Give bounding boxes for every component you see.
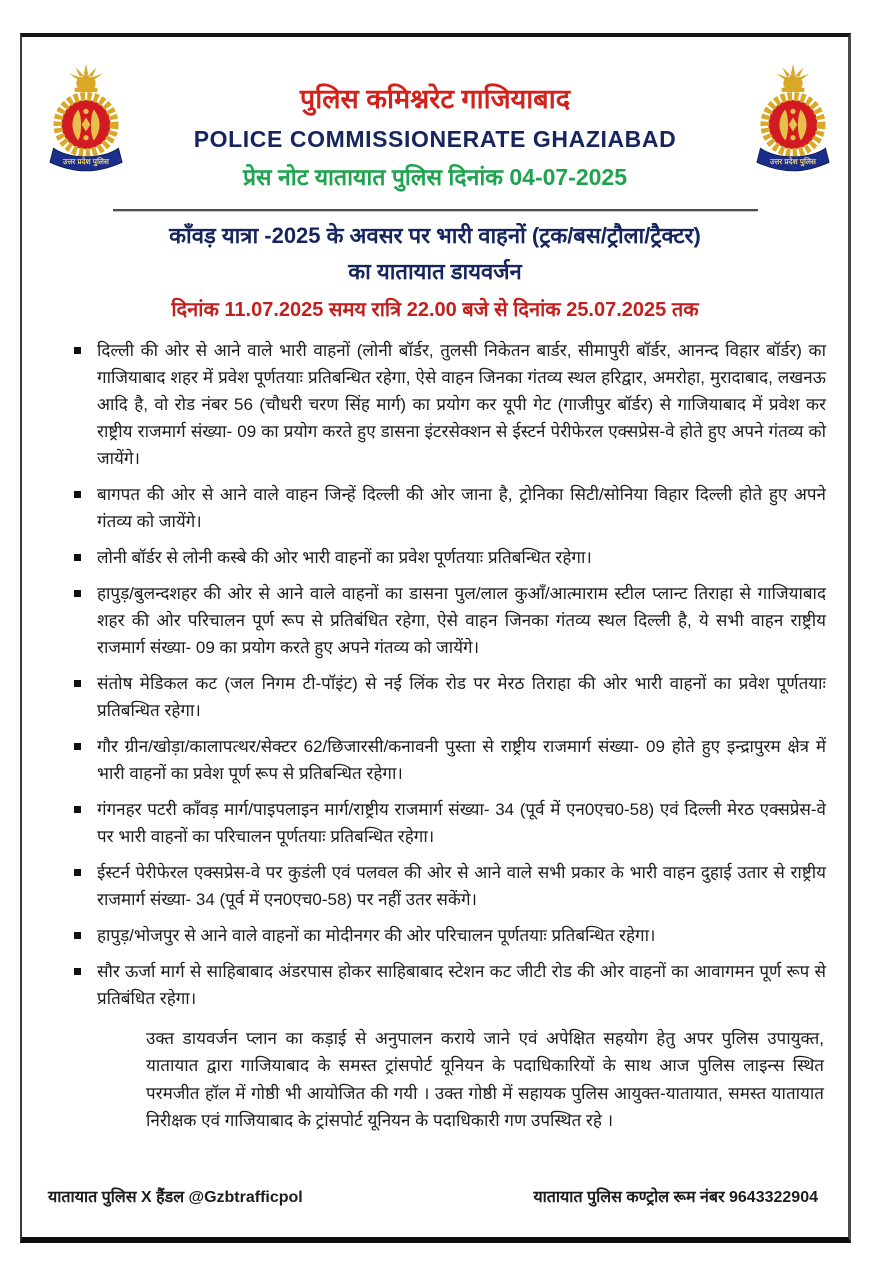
diversion-point-text: संतोष मेडिकल कट (जल निगम टी-पॉइंट) से नई लिंक रोड पर मेरठ तिराहा की ओर भारी वाहनों का प्रवेश पूर्णतयाः प्रतिबन्धित रहेगा।: [97, 673, 826, 720]
notice-title-block: [22, 219, 848, 322]
diversion-point: [74, 859, 826, 913]
commissionerate-title-english: POLICE COMMISSIONERATE GHAZIABAD: [193, 126, 677, 153]
up-police-emblem-left-icon: [38, 63, 134, 179]
square-bullet-icon: [74, 347, 81, 354]
diversion-point: [74, 733, 826, 787]
square-bullet-icon: [74, 743, 81, 750]
square-bullet-icon: [74, 806, 81, 813]
square-bullet-icon: [74, 968, 81, 975]
twin-fish-icon: [72, 109, 99, 141]
emblem-banner-text: उत्तर प्रदेश पुलिस: [770, 157, 816, 167]
diversion-point-text: सौर ऊर्जा मार्ग से साहिबाबाद अंडरपास होकर साहिबाबाद स्टेशन कट जीटी रोड की ओर वाहनों का आवागमन पूर्ण रूप से प्रतिबंधित रहेगा।: [97, 961, 826, 1008]
diversion-point: [74, 796, 826, 850]
emblem-banner-text: उत्तर प्रदेश पुलिस: [63, 157, 109, 167]
header-divider: [113, 209, 758, 212]
square-bullet-icon: [74, 932, 81, 939]
square-bullet-icon: [74, 680, 81, 687]
closing-paragraph: उक्त डायवर्जन प्लान का कड़ाई से अनुपालन कराये जाने एवं अपेक्षित सहयोग हेतु अपर पुलिस उपायुक्त, यातायात द्वारा गाजियाबाद के समस्त ट्रांसपोर्ट यूनियन के पदाधिकारियों के साथ आज पुलिस लाइन्स स्थित परमजीत हॉल में गोष्ठी भी आयोजित की गयी । उक्त गोष्ठी में सहायक पुलिस आयुक्त-यातायात, समस्त यातायात निरीक्षक एवं गाजियाबाद के ट्रांसपोर्ट यूनियन के पदाधिकारी गण उपस्थित रहे ।: [146, 1028, 824, 1131]
effective-period-line: दिनांक 11.07.2025 समय रात्रि 22.00 बजे से दिनांक 25.07.2025 तक: [171, 298, 699, 321]
square-bullet-icon: [74, 491, 81, 498]
diversion-point-text: गौर ग्रीन/खोड़ा/कालापत्थर/सेक्टर 62/छिजारसी/कनावनी पुस्ता से राष्ट्रीय राजमार्ग संख्या- 09 होते हुए इन्द्रापुरम क्षेत्र में भारी वाहनों का प्रवेश पूर्ण रूप से प्रतिबन्धित रहेगा।: [97, 736, 826, 783]
notice-title-line1: काँवड़ यात्रा -2025 के अवसर पर भारी वाहनों (ट्रक/बस/ट्रौला/ट्रैक्टर): [169, 222, 701, 248]
diversion-point: [74, 481, 826, 535]
document-border-frame: [20, 33, 851, 1243]
diversion-point-text: गंगनहर पटरी काँवड़ मार्ग/पाइपलाइन मार्ग/राष्ट्रीय राजमार्ग संख्या- 34 (पूर्व में एन0एच0-58) एवं दिल्ली मेरठ एक्सप्रेस-वे पर भारी वाहनों का परिचालन पूर्णतयाः प्रतिबन्धित रहेगा।: [97, 799, 826, 846]
notice-title-line2: का यातायात डायवर्जन: [348, 258, 522, 284]
ashoka-capital-icon: [776, 64, 809, 92]
square-bullet-icon: [74, 590, 81, 597]
diversion-point-text: हापुड़/बुलन्दशहर की ओर से आने वाले वाहनों का डासना पुल/लाल कुआँ/आत्माराम स्टील प्लान्ट तिराहा से गाजियाबाद शहर की ओर परिचालन पूर्ण रूप से प्रतिबंधित रहेगा, ऐसे वाहन जिनका गंतव्य स्थल दिल्ली है, ये सभी वाहन राष्ट्रीय राजमार्ग संख्या- 09 का प्रयोग करते हुए अपने गंतव्य को जायेंगे।: [97, 583, 826, 657]
square-bullet-icon: [74, 554, 81, 561]
diversion-point: [74, 337, 826, 472]
twin-fish-icon: [779, 109, 806, 141]
document-footer: [48, 1185, 818, 1207]
diversion-point: [74, 670, 826, 724]
square-bullet-icon: [74, 869, 81, 876]
diversion-point: [74, 922, 826, 949]
diversion-point-text: लोनी बॉर्डर से लोनी कस्बे की ओर भारी वाहनों का प्रवेश पूर्णतयाः प्रतिबन्धित रहेगा।: [97, 547, 592, 567]
diversion-point-text: ईस्टर्न पेरीफेरल एक्सप्रेस-वे पर कुडंली एवं पलवल की ओर से आने वाले सभी प्रकार के भारी वाहन दुहाई उतार से राष्ट्रीय राजमार्ग संख्या- 34 (पूर्व में एन0एच0-58) पर नहीं उतर सकेंगे।: [97, 862, 826, 909]
up-police-emblem-right-icon: [745, 63, 841, 179]
twitter-handle-line: यातायात पुलिस X हैंडल @Gzbtrafficpol: [48, 1189, 303, 1206]
diversion-point: [74, 958, 826, 1012]
ashoka-capital-icon: [69, 64, 102, 92]
press-note-date-line: प्रेस नोट यातायात पुलिस दिनांक 04-07-2025: [242, 163, 628, 190]
commissionerate-title-hindi: पुलिस कमिश्नरेट गाजियाबाद: [299, 84, 571, 114]
diversion-points-list: [22, 337, 848, 1012]
document-header: [22, 37, 848, 192]
diversion-point: [74, 544, 826, 571]
diversion-point: [74, 580, 826, 661]
diversion-point-text: हापुड़/भोजपुर से आने वाले वाहनों का मोदीनगर की ओर परिचालन पूर्णतयाः प्रतिबन्धित रहेगा।: [97, 925, 656, 945]
diversion-point-text: बागपत की ओर से आने वाले वाहन जिन्हें दिल्ली की ओर जाना है, ट्रोनिका सिटी/सोनिया विहार दिल्ली होते हुए अपने गंतव्य को जायेंगे।: [97, 484, 826, 531]
control-room-number-line: यातायात पुलिस कण्ट्रोल रूम नंबर 9643322904: [533, 1189, 818, 1206]
diversion-point-text: दिल्ली की ओर से आने वाले भारी वाहनों (लोनी बॉर्डर, तुलसी निकेतन बार्डर, सीमापुरी बॉर्डर, आनन्द विहार बॉर्डर) का गाजियाबाद शहर में प्रवेश पूर्णतयाः प्रतिबन्धित रहेगा, ऐसे वाहन जिनका गंतव्य स्थल हरिद्वार, अमरोहा, मुरादाबाद, लखनऊ आदि है, वो रोड नंबर 56 (चौधरी चरण सिंह मार्ग) का प्रयोग कर यूपी गेट (गाजीपुर बॉर्डर) से गाजियाबाद में प्रवेश कर राष्ट्रीय राजमार्ग संख्या- 09 का प्रयोग करते हुए डासना इंटरसेक्शन से ईस्टर्न पेरीफेरल एक्सप्रेस-वे होते हुए अपने गंतव्य को जायेंगे।: [97, 340, 826, 468]
